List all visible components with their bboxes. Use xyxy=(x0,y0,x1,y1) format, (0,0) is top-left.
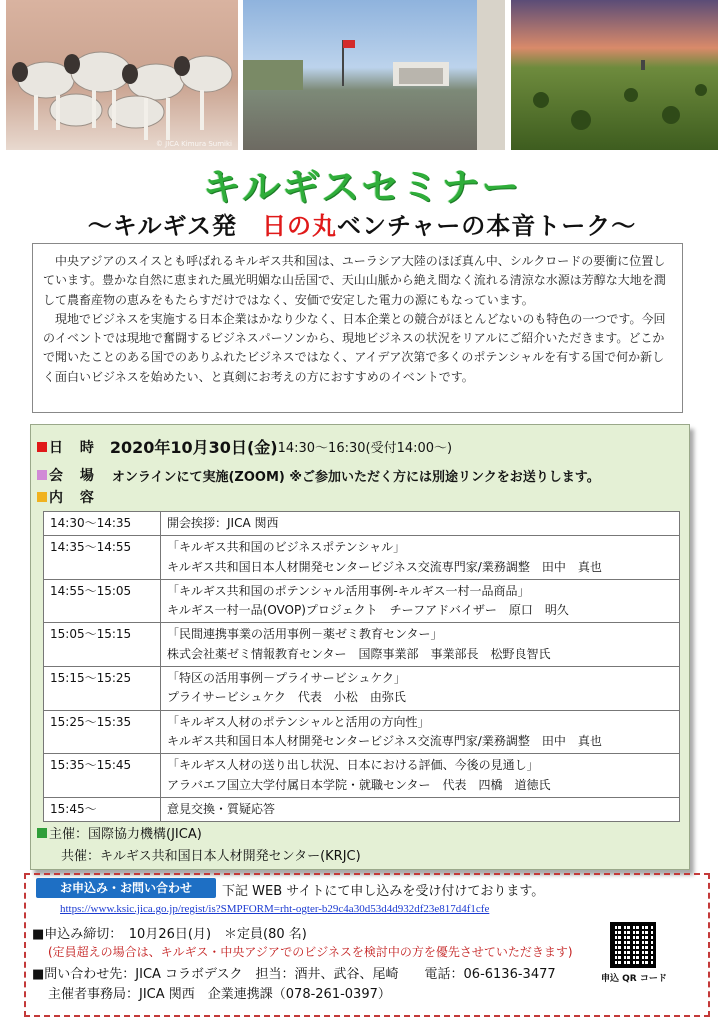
registration-link[interactable]: https://www.ksic.jica.go.jp/regist/is?SMPFORM=rht-ogter-b29c4a30d53d4d932df23e817d4f1cfe xyxy=(60,903,490,915)
venue-marker xyxy=(37,470,47,480)
farm-field-photo xyxy=(511,0,718,150)
schedule-row xyxy=(44,710,680,754)
venue-value: オンラインにて実施(ZOOM) ※ご参加いただく方には別途リンクをお送りします。 xyxy=(111,469,600,485)
page-subtitle xyxy=(0,206,724,241)
schedule-line: キルギス共和国日本人材開発センタービジネス交流専門家/業務調整 田中 真也 xyxy=(167,559,602,574)
city-square-photo xyxy=(243,0,505,150)
schedule-content xyxy=(161,797,680,821)
organizer-row xyxy=(37,823,202,842)
schedule-content xyxy=(161,710,680,754)
venue-label: 会 場 xyxy=(49,468,100,484)
schedule-line: 「キルギス人材の送り出し状況、日本における評価、今後の見通し」 xyxy=(167,758,539,773)
schedule-line: 開会挨拶：JICA 関西 xyxy=(167,516,279,530)
schedule-line: 「特区の活用事例－プライサービシュケク」 xyxy=(167,671,406,686)
schedule-line: キルギス一村一品(OVOP)プロジェクト チーフアドバイザー 原口 明久 xyxy=(167,603,569,618)
deadline: ■申込み締切： 10月26日(月) ＊定員(80 名) xyxy=(32,927,307,942)
content-marker xyxy=(37,492,47,502)
co-organizer: 共催：キルギス共和国日本人材開発センター(KRJC) xyxy=(61,849,361,864)
organizer-marker xyxy=(37,828,47,838)
schedule-content xyxy=(161,754,680,798)
date-row xyxy=(37,435,452,458)
schedule-line: 「民間連携事業の活用事例－薬ゼミ教育センター」 xyxy=(167,627,443,642)
schedule-time: 15:45～ xyxy=(44,797,161,821)
schedule-row xyxy=(44,754,680,798)
felt-sheep-illustration xyxy=(6,0,238,150)
date-time: 14:30～16:30(受付14:00～) xyxy=(277,441,453,456)
field-illustration xyxy=(511,0,718,150)
venue-row xyxy=(37,465,600,485)
subtitle-highlight: 日の丸 xyxy=(262,212,337,240)
schedule-row xyxy=(44,536,680,580)
qr-code[interactable] xyxy=(610,922,656,968)
schedule-line: 「キルギス人材のポテンシャルと活用の方向性」 xyxy=(167,714,430,729)
event-details-panel xyxy=(30,424,690,870)
schedule-time: 15:15～15:25 xyxy=(44,667,161,711)
schedule-line: キルギス共和国日本人材開発センタービジネス交流専門家/業務調整 田中 真也 xyxy=(167,733,602,748)
schedule-row xyxy=(44,623,680,667)
schedule-content xyxy=(161,623,680,667)
schedule-line: 意見交換・質疑応答 xyxy=(167,801,276,816)
subtitle-part: ～キルギス発 xyxy=(87,212,262,240)
intro-paragraph: 現地でビジネスを実施する日本企業はかなり少なく、日本企業との競合がほとんどないのも特色の一つです。今回のイベントでは現地で奮闘するビジネスパーソンから、現地ビジネスの状況をリアルにご紹介いただきます。どこかで聞いたことのある国でのありふれたビジネスではなく、アイデア次第で多くのポテンシャルを有する国で何か新しく面白いビジネスを始めたい、と真剣にお考えの方におすすめのイベントです。 xyxy=(43,311,666,384)
date-value: 2020年10月30日(金) xyxy=(109,438,278,457)
photo-credit: © JICA Kimura Sumiki xyxy=(155,140,232,148)
schedule-time: 14:35～14:55 xyxy=(44,536,161,580)
co-organizer-row xyxy=(61,845,361,864)
schedule-table xyxy=(43,511,680,822)
square-building-illustration xyxy=(243,0,505,150)
schedule-content xyxy=(161,536,680,580)
schedule-row xyxy=(44,797,680,821)
contact-info: ■問い合わせ先：JICA コラボデスク 担当：酒井、武谷、尾崎 電話：06-6136-3477 xyxy=(32,967,556,982)
schedule-time: 15:25～15:35 xyxy=(44,710,161,754)
schedule-line: 株式会社薬ゼミ情報教育センター 国際事業部 事業部長 松野良智氏 xyxy=(167,646,551,661)
schedule-time: 14:30～14:35 xyxy=(44,512,161,536)
schedule-time: 15:35～15:45 xyxy=(44,754,161,798)
schedule-line: アラバエフ国立大学付属日本学院・就職センター 代表 四橋 道徳氏 xyxy=(167,777,551,792)
schedule-row xyxy=(44,512,680,536)
subtitle-part: ベンチャーの本音トーク～ xyxy=(337,212,637,240)
page-title: キルギスセミナー xyxy=(202,165,522,209)
schedule-content xyxy=(161,667,680,711)
apply-note: 下記 WEB サイトにて申し込みを受け付けております。 xyxy=(222,884,545,899)
date-marker xyxy=(37,442,47,452)
felt-sheep-photo xyxy=(6,0,238,150)
intro-paragraph: 中央アジアのスイスとも呼ばれるキルギス共和国は、ユーラシア大陸のほぼ真ん中、シルクロードの要衝に位置しています。豊かな自然に恵まれた風光明媚な山岳国で、天山山脈から絶え間なく流れる清涼な水源は芳醇な大地を潤して農畜産物の恵みをもたらすだけではなく、安価で安定した電力の源にもなっています。 xyxy=(43,254,666,307)
schedule-line: 「キルギス共和国のポテンシャル活用事例-キルギス一村一品商品」 xyxy=(167,583,530,598)
content-row xyxy=(37,487,100,507)
qr-label: 申込 QR コード xyxy=(601,974,667,984)
schedule-row xyxy=(44,667,680,711)
intro-box xyxy=(32,243,683,413)
date-label: 日 時 xyxy=(49,439,100,456)
schedule-row xyxy=(44,579,680,623)
schedule-line: プライサービシュケク 代表 小松 由弥氏 xyxy=(167,690,406,705)
content-label: 内 容 xyxy=(49,490,100,506)
schedule-content xyxy=(161,512,680,536)
organizer: 主催：国際協力機構(JICA) xyxy=(49,827,202,842)
schedule-time: 15:05～15:15 xyxy=(44,623,161,667)
schedule-content xyxy=(161,579,680,623)
application-box xyxy=(24,873,710,1017)
priority-note: (定員超えの場合は、キルギス・中央アジアでのビジネスを検討中の方を優先させていただきます) xyxy=(48,945,573,959)
secretariat-info: 主催者事務局：JICA 関西 企業連携課（078-261-0397） xyxy=(48,987,391,1002)
schedule-time: 14:55～15:05 xyxy=(44,579,161,623)
apply-contact-button[interactable]: お申込み・お問い合わせ xyxy=(36,878,216,898)
schedule-line: 「キルギス共和国のビジネスポテンシャル」 xyxy=(167,540,406,555)
